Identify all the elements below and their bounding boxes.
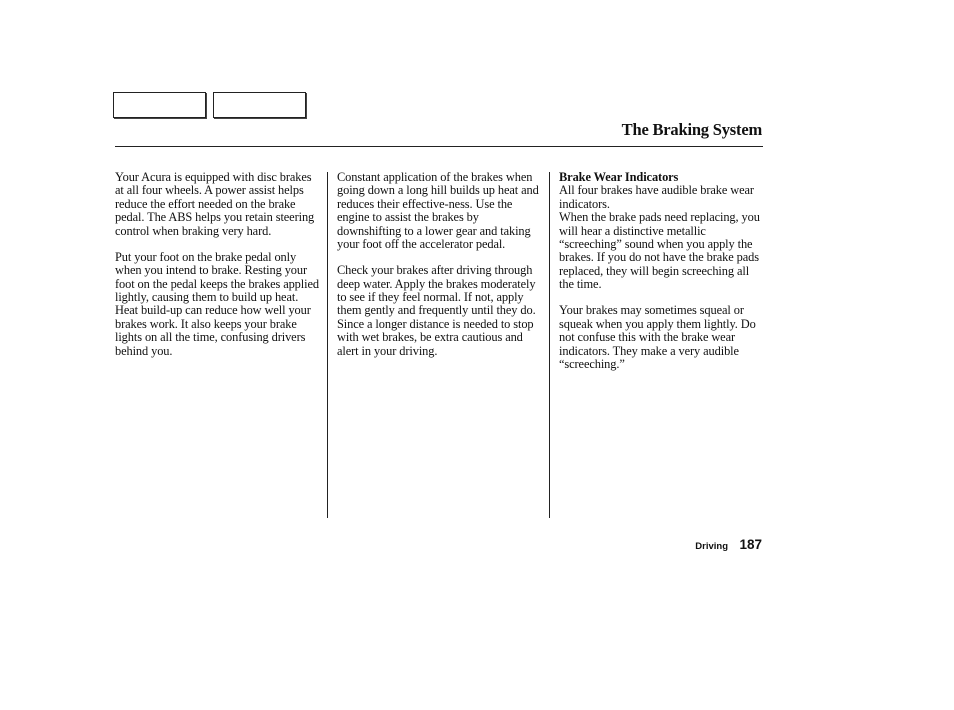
page-footer: [695, 536, 762, 554]
page-number: 187: [739, 537, 762, 552]
paragraph: Constant application of the brakes when going down a long hill builds up heat and reduces their effective-ness. Use the engine to assist the brakes by downshifting to a lower gear and taking your foot off the accelerator pedal.: [337, 170, 539, 252]
paragraph: Put your foot on the brake pedal only when you intend to brake. Resting your foot on the pedal keeps the brakes applied lightly, causing them to build up heat. Heat build-up can reduce how well your brakes work. It also keeps your brake lights on all the time, confusing drivers behind you.: [115, 249, 319, 358]
column-divider: [327, 172, 328, 518]
page-title: The Braking System: [621, 120, 762, 139]
paragraph: Check your brakes after driving through deep water. Apply the brakes moderately to see if they feel normal. If not, apply them gently and frequently until they do. Since a longer distance is needed to stop with wet brakes, be extra cautious and alert in your driving.: [337, 263, 536, 358]
text-column-3: [559, 171, 765, 384]
paragraph: All four brakes have audible brake wear indicators.: [559, 183, 754, 211]
text-column-1: [115, 171, 323, 371]
nav-button-2[interactable]: [213, 92, 306, 118]
paragraph: Your brakes may sometimes squeal or squeak when you apply them lightly. Do not confuse this with the brake wear indicators. They make a very audible “screeching.”: [559, 303, 756, 372]
title-divider: [115, 146, 763, 147]
footer-section-label: Driving: [695, 541, 729, 552]
nav-button-1[interactable]: [113, 92, 206, 118]
paragraph: When the brake pads need replacing, you will hear a distinctive metallic “screeching” sound when you apply the brakes. If you do not have the brake pads replaced, they will begin screeching all the time.: [559, 210, 760, 292]
section-heading: Brake Wear Indicators: [559, 170, 679, 184]
paragraph: Your Acura is equipped with disc brakes at all four wheels. A power assist helps reduce the effort needed on the brake pedal. The ABS helps you retain steering control when braking very hard.: [115, 170, 315, 238]
text-column-2: [337, 171, 543, 371]
column-divider: [549, 172, 550, 518]
